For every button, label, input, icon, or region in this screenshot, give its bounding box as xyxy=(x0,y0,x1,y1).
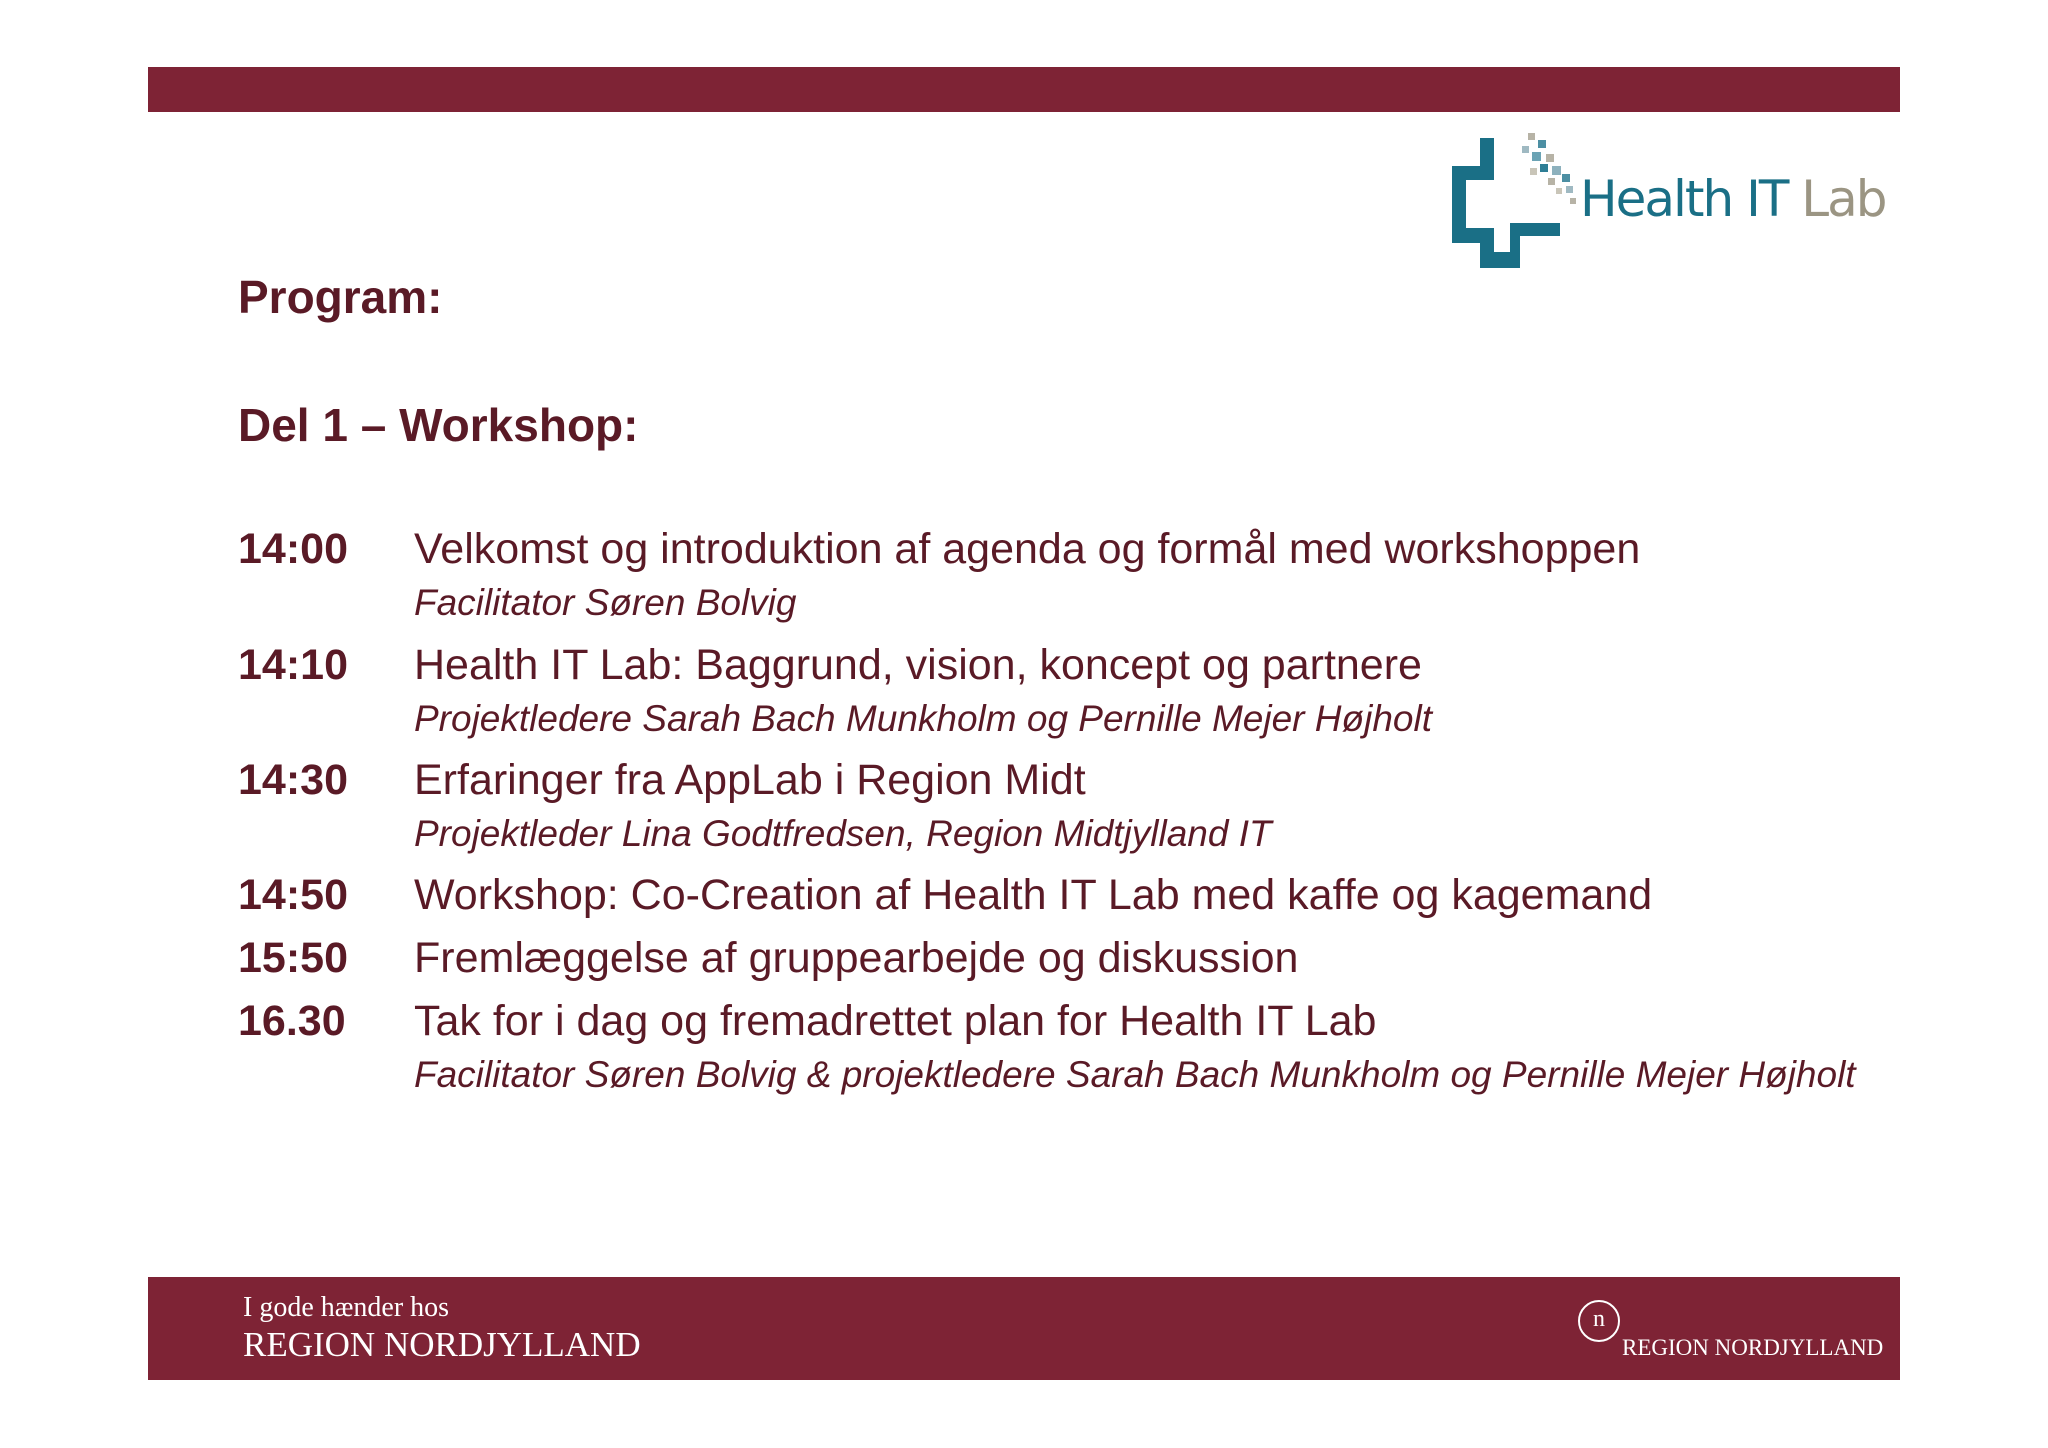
footer-banner xyxy=(148,1277,1900,1380)
top-banner xyxy=(148,67,1900,112)
program-heading: Program: xyxy=(238,271,443,323)
footer-tagline: I gode hænder hos xyxy=(243,1292,450,1323)
agenda-item xyxy=(238,635,1878,750)
agenda-title: Velkomst og introduktion af agenda og formål med workshoppen xyxy=(414,525,1641,573)
logo-text-lab: Lab xyxy=(1801,170,1886,228)
agenda-subtitle: Projektleder Lina Godtfredsen, Region Midtjylland IT xyxy=(414,813,1272,854)
agenda-subtitle: Projektledere Sarah Bach Munkholm og Pernille Mejer Højholt xyxy=(414,698,1432,739)
agenda-title: Workshop: Co-Creation af Health IT Lab med kaffe og kagemand xyxy=(414,871,1653,919)
agenda-item xyxy=(238,519,1878,635)
agenda-title: Health IT Lab: Baggrund, vision, koncept og partnere xyxy=(414,641,1422,689)
agenda-title: Erfaringer fra AppLab i Region Midt xyxy=(414,756,1086,804)
logo-wordmark xyxy=(1580,170,1886,228)
agenda-item xyxy=(238,865,1878,928)
agenda-subtitle: Facilitator Søren Bolvig & projektledere Sarah Bach Munkholm og Pernille Mejer Højholt xyxy=(414,1054,1856,1095)
logo-text-health: Health IT xyxy=(1580,170,1788,228)
section-heading: Del 1 – Workshop: xyxy=(238,399,639,451)
footer-region-name: REGION NORDJYLLAND xyxy=(243,1325,641,1364)
agenda-title: Tak for i dag og fremadrettet plan for Health IT Lab xyxy=(414,997,1377,1045)
agenda-time: 14:10 xyxy=(238,641,348,689)
agenda-item xyxy=(238,991,1878,1098)
agenda-time: 14:00 xyxy=(238,525,348,573)
health-it-lab-logo xyxy=(1410,128,1910,278)
region-emblem-letter: n xyxy=(1593,1306,1605,1332)
agenda-time: 14:50 xyxy=(238,871,348,919)
agenda-title: Fremlæggelse af gruppearbejde og diskussion xyxy=(414,934,1299,982)
agenda-list xyxy=(238,519,1878,1098)
footer-region-logo-text: REGION NORDJYLLAND xyxy=(1622,1335,1884,1360)
agenda-item xyxy=(238,928,1878,991)
agenda-subtitle: Facilitator Søren Bolvig xyxy=(414,582,797,623)
agenda-time: 14:30 xyxy=(238,756,348,804)
cross-logo-icon xyxy=(1410,128,1580,278)
agenda-time: 15:50 xyxy=(238,934,348,982)
region-emblem-icon xyxy=(1578,1300,1620,1342)
agenda-item xyxy=(238,750,1878,865)
agenda-time: 16.30 xyxy=(238,997,346,1045)
